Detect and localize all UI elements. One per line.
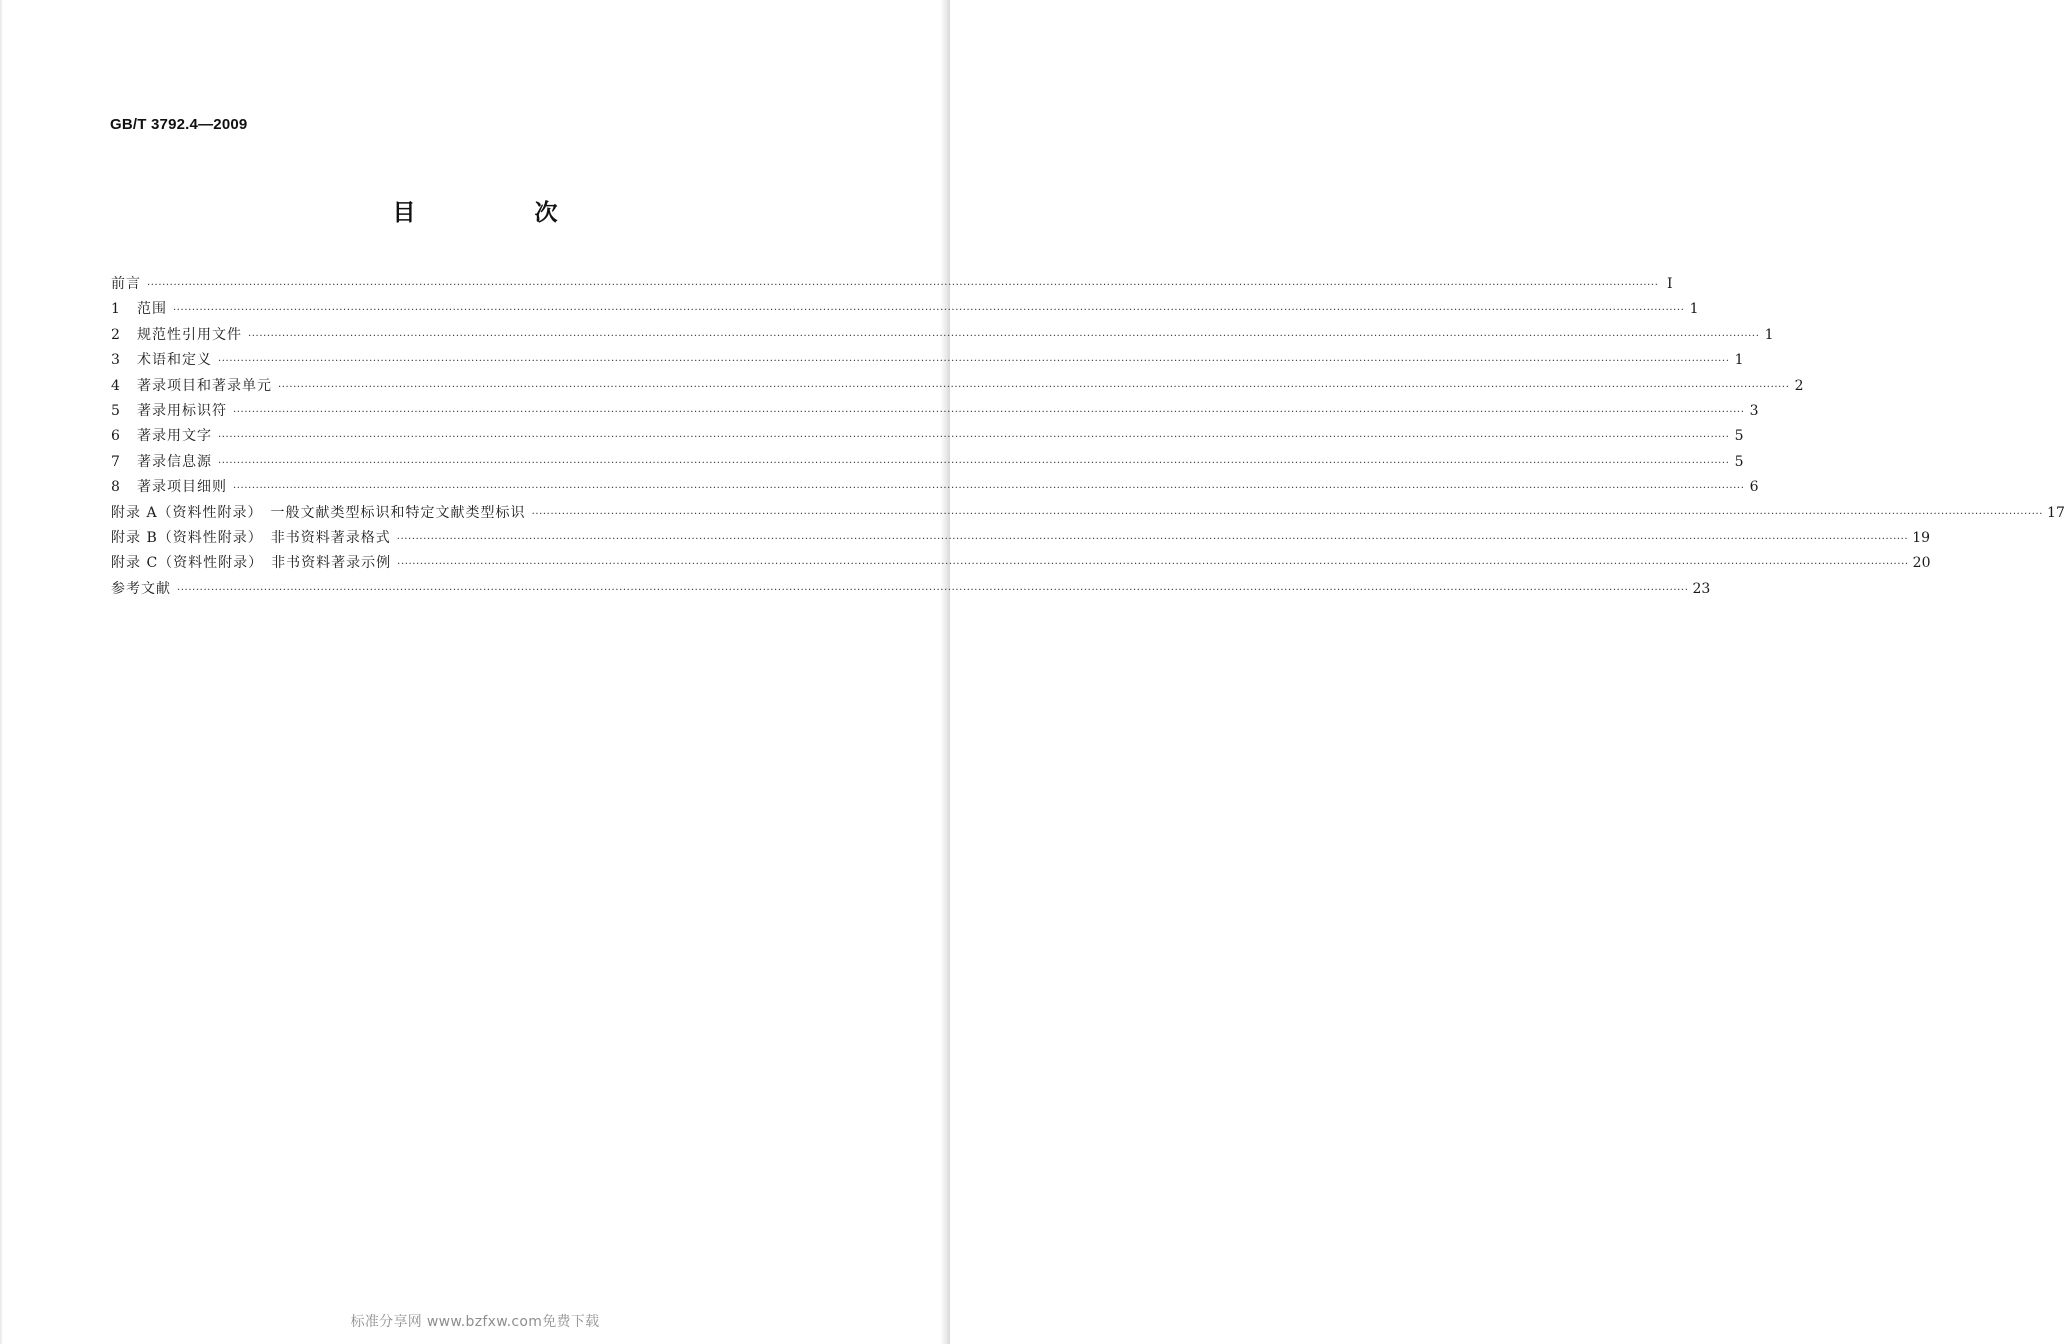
toc-dot-leader: ················································································································································································································································································································································································································ <box>248 330 1760 342</box>
toc-entry-number: 5 <box>111 402 120 419</box>
toc-entry[interactable] <box>111 297 1699 322</box>
toc-entry-page: 1 <box>1689 301 1699 318</box>
toc-dot-leader: ················································································································································································································································································································································································································ <box>177 584 1689 596</box>
toc-entry-label: 附录 B（资料性附录） 非书资料著录格式 <box>111 529 391 546</box>
toc-entry-label: 规范性引用文件 <box>137 326 242 343</box>
toc-entry-number: 2 <box>111 326 120 343</box>
toc-entry-page: 19 <box>1912 529 1931 546</box>
toc-entry-number: 1 <box>111 301 120 318</box>
toc-entry-page: 2 <box>1794 377 1804 394</box>
toc-dot-leader: ················································································································································································································································································································································································································ <box>147 280 1659 291</box>
toc-entry-number: 3 <box>111 352 120 369</box>
toc-entry[interactable] <box>111 323 1774 348</box>
toc-entry-page: 23 <box>1692 580 1711 597</box>
toc-dot-leader: ················································································································································································································································································································································································································ <box>218 457 1730 469</box>
toc-entry-page: 1 <box>1734 352 1744 369</box>
toc-entry[interactable] <box>111 526 1931 551</box>
table-of-contents <box>111 272 2065 602</box>
toc-entry[interactable] <box>111 424 1744 449</box>
toc-dot-leader: ················································································································································································································································································································································································································ <box>233 483 1745 495</box>
toc-entry-label: 术语和定义 <box>137 352 212 369</box>
toc-entry-page: 1 <box>1764 326 1774 343</box>
toc-title: 目 次 <box>392 200 606 226</box>
toc-entry-label: 著录信息源 <box>137 453 212 470</box>
toc-entry-label: 著录项目细则 <box>137 479 227 496</box>
toc-dot-leader: ················································································································································································································································································································································································································ <box>397 559 1909 571</box>
toc-dot-leader: ················································································································································································································································································································································································································ <box>173 305 1685 317</box>
toc-dot-leader: ················································································································································································································································································································································································································ <box>396 533 1909 545</box>
toc-entry[interactable] <box>111 501 2065 526</box>
toc-entry[interactable] <box>111 272 1673 297</box>
toc-entry[interactable] <box>111 374 1804 399</box>
toc-entry[interactable] <box>111 348 1744 373</box>
toc-entry-number: 6 <box>111 428 120 445</box>
toc-entry-label: 著录项目和著录单元 <box>137 377 272 394</box>
toc-entry-label: 参考文献 <box>111 580 171 597</box>
toc-entry-page: 20 <box>1912 555 1931 572</box>
toc-dot-leader: ················································································································································································································································································································································································································ <box>218 432 1730 444</box>
toc-dot-leader: ················································································································································································································································································································································································································ <box>218 356 1730 368</box>
toc-entry-page: 5 <box>1734 428 1744 445</box>
toc-entry[interactable] <box>111 399 1759 424</box>
toc-entry-label: 著录用标识符 <box>137 402 227 419</box>
toc-entry-page: 5 <box>1734 453 1744 470</box>
toc-entry-label: 范围 <box>137 301 167 318</box>
toc-entry-number: 4 <box>111 377 120 394</box>
toc-entry[interactable] <box>111 551 1931 576</box>
toc-entry-number: 8 <box>111 479 120 496</box>
toc-entry-label: 附录 A（资料性附录） 一般文献类型标识和特定文献类型标识 <box>111 504 526 521</box>
toc-dot-leader: ················································································································································································································································································································································································································ <box>233 406 1745 418</box>
toc-entry[interactable] <box>111 577 1711 602</box>
footer-watermark: 标准分享网 www.bzfxw.com免费下载 <box>350 1314 600 1330</box>
toc-entry-page: Ⅰ <box>1666 276 1673 292</box>
toc-entry[interactable] <box>111 450 1744 475</box>
toc-entry-label: 著录用文字 <box>137 428 212 445</box>
toc-entry-page: 17 <box>2047 504 2065 521</box>
toc-entry-label: 附录 C（资料性附录） 非书资料著录示例 <box>111 555 392 572</box>
standard-code: GB/T 3792.4—2009 <box>110 116 248 133</box>
toc-dot-leader: ················································································································································································································································································································································································································ <box>531 508 2044 520</box>
toc-entry-page: 3 <box>1749 402 1759 419</box>
toc-entry-label: 前言 <box>111 276 141 292</box>
toc-entry[interactable] <box>111 475 1759 500</box>
toc-entry-number: 7 <box>111 453 120 470</box>
toc-entry-page: 6 <box>1749 479 1759 496</box>
toc-dot-leader: ················································································································································································································································································································································································································ <box>278 381 1790 393</box>
